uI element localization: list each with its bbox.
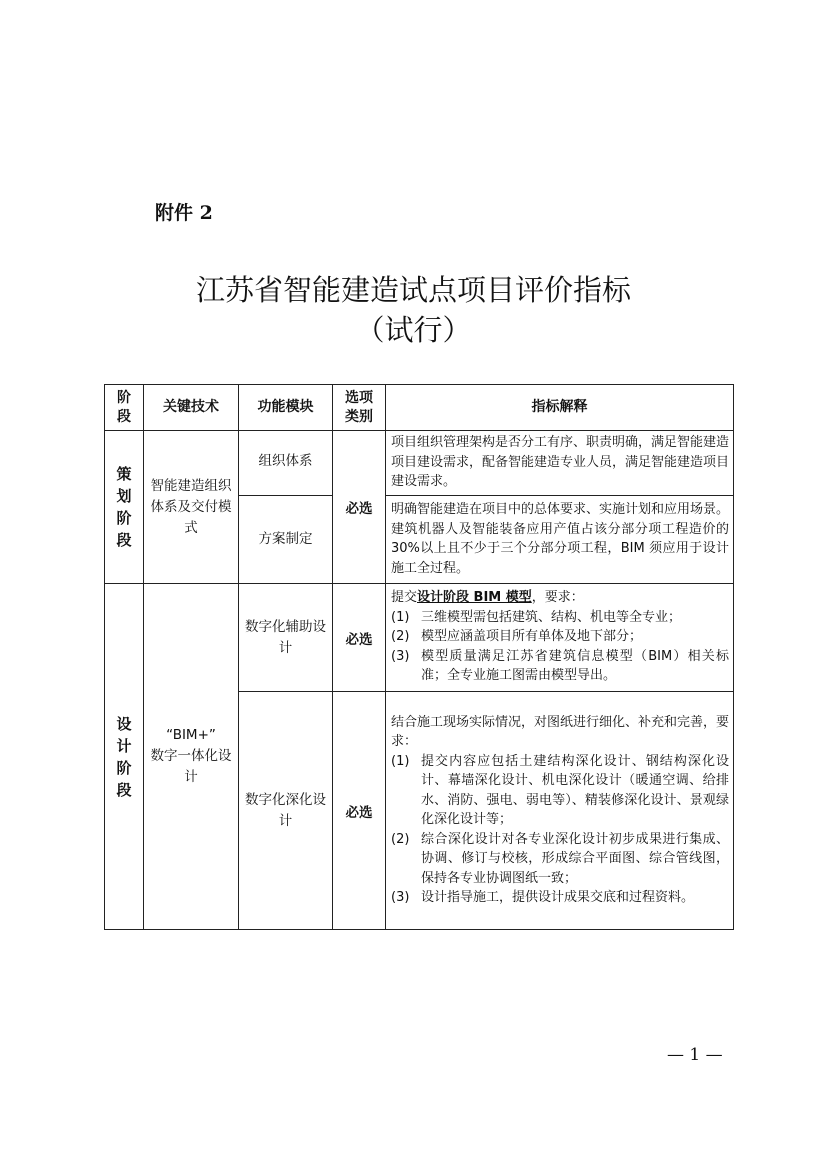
list-num: (3) bbox=[391, 890, 410, 905]
list-text: 设计指导施工，提供设计成果交底和过程资料。 bbox=[421, 890, 695, 905]
list-num: (2) bbox=[391, 629, 410, 645]
stage-design bbox=[105, 584, 144, 930]
desc-deep-design bbox=[386, 692, 734, 930]
list-item bbox=[391, 830, 729, 889]
header-stage bbox=[105, 385, 144, 431]
option-bim-design: 必选 bbox=[333, 584, 386, 692]
desc-bim-intro-post: ，要求： bbox=[531, 590, 584, 606]
list-num: (1) bbox=[391, 609, 410, 625]
header-option-text: 选项 类别 bbox=[345, 389, 373, 425]
header-module: 功能模块 bbox=[239, 385, 333, 431]
list-item bbox=[391, 608, 729, 628]
stage-planning bbox=[105, 431, 144, 584]
list-num: (1) bbox=[391, 753, 410, 769]
list-text: 综合深化设计对各专业深化设计初步成果进行集成、协调、修订与校核，形成综合平面图、综合管线图，保持各专业协调图纸一致； bbox=[421, 831, 729, 886]
module-plan: 方案制定 bbox=[239, 496, 333, 584]
stage-design-text: 设 计 阶 段 bbox=[116, 714, 132, 799]
attachment-label: 附件 2 bbox=[155, 202, 213, 224]
list-text: 模型应涵盖项目所有单体及地下部分； bbox=[421, 629, 643, 645]
desc-bim-intro-pre: 提交 bbox=[391, 590, 418, 606]
table-header-row bbox=[105, 385, 734, 431]
document-subtitle: （试行） bbox=[355, 313, 472, 347]
page-number: — 1 — bbox=[667, 1045, 723, 1065]
desc-bim-intro-bold: 设计阶段 BIM 模型 bbox=[417, 590, 532, 606]
evaluation-table bbox=[104, 384, 734, 930]
tech-design-line2: 数字一体化设计 bbox=[150, 748, 232, 785]
list-item bbox=[391, 752, 729, 830]
module-bim-design: 数字化辅助设计 bbox=[239, 584, 333, 692]
tech-design-line1: “BIM+” bbox=[166, 727, 216, 743]
module-org: 组织体系 bbox=[239, 431, 333, 496]
list-text: 模型质量满足江苏省建筑信息模型（BIM）相关标准；全专业施工图需由模型导出。 bbox=[421, 648, 729, 684]
option-planning: 必选 bbox=[333, 431, 386, 584]
table-row bbox=[105, 584, 734, 692]
list-item bbox=[391, 627, 729, 647]
list-item bbox=[391, 647, 729, 686]
header-stage-text: 阶 段 bbox=[117, 389, 131, 425]
list-num: (2) bbox=[391, 831, 410, 847]
list-text: 三维模型需包括建筑、结构、机电等全专业； bbox=[421, 609, 682, 625]
stage-planning-text: 策 划 阶 段 bbox=[116, 465, 132, 549]
document-title: 江苏省智能建造试点项目评价指标 bbox=[195, 273, 631, 307]
list-num: (3) bbox=[391, 648, 410, 664]
tech-planning: 智能建造组织体系及交付模式 bbox=[144, 431, 239, 584]
header-explanation: 指标解释 bbox=[386, 385, 734, 431]
desc-org: 项目组织管理架构是否分工有序、职责明确，满足智能建造项目建设需求，配备智能建造专业人员，满足智能建造项目建设需求。 bbox=[386, 431, 734, 496]
header-key-tech: 关键技术 bbox=[144, 385, 239, 431]
list-item bbox=[391, 888, 729, 908]
tech-design bbox=[144, 584, 239, 930]
header-option bbox=[333, 385, 386, 431]
desc-bim-intro bbox=[391, 588, 729, 608]
desc-deep-intro: 结合施工现场实际情况，对图纸进行细化、补充和完善，要求： bbox=[391, 714, 730, 749]
option-deep-design: 必选 bbox=[333, 692, 386, 930]
desc-plan: 明确智能建造在项目中的总体要求、实施计划和应用场景。建筑机器人及智能装备应用产值占该分部分项工程造价的 30%以上且不少于三个分部分项工程，BIM 须应用于设计施工全过程。 bbox=[386, 496, 734, 584]
list-text: 提交内容应包括土建结构深化设计、钢结构深化设计、幕墙深化设计、机电深化设计（暖通空调、给排水、消防、强电、弱电等）、精装修深化设计、景观绿化深化设计等； bbox=[421, 753, 729, 827]
table-row bbox=[105, 431, 734, 496]
desc-bim-design bbox=[386, 584, 734, 692]
module-deep-design: 数字化深化设计 bbox=[239, 692, 333, 930]
